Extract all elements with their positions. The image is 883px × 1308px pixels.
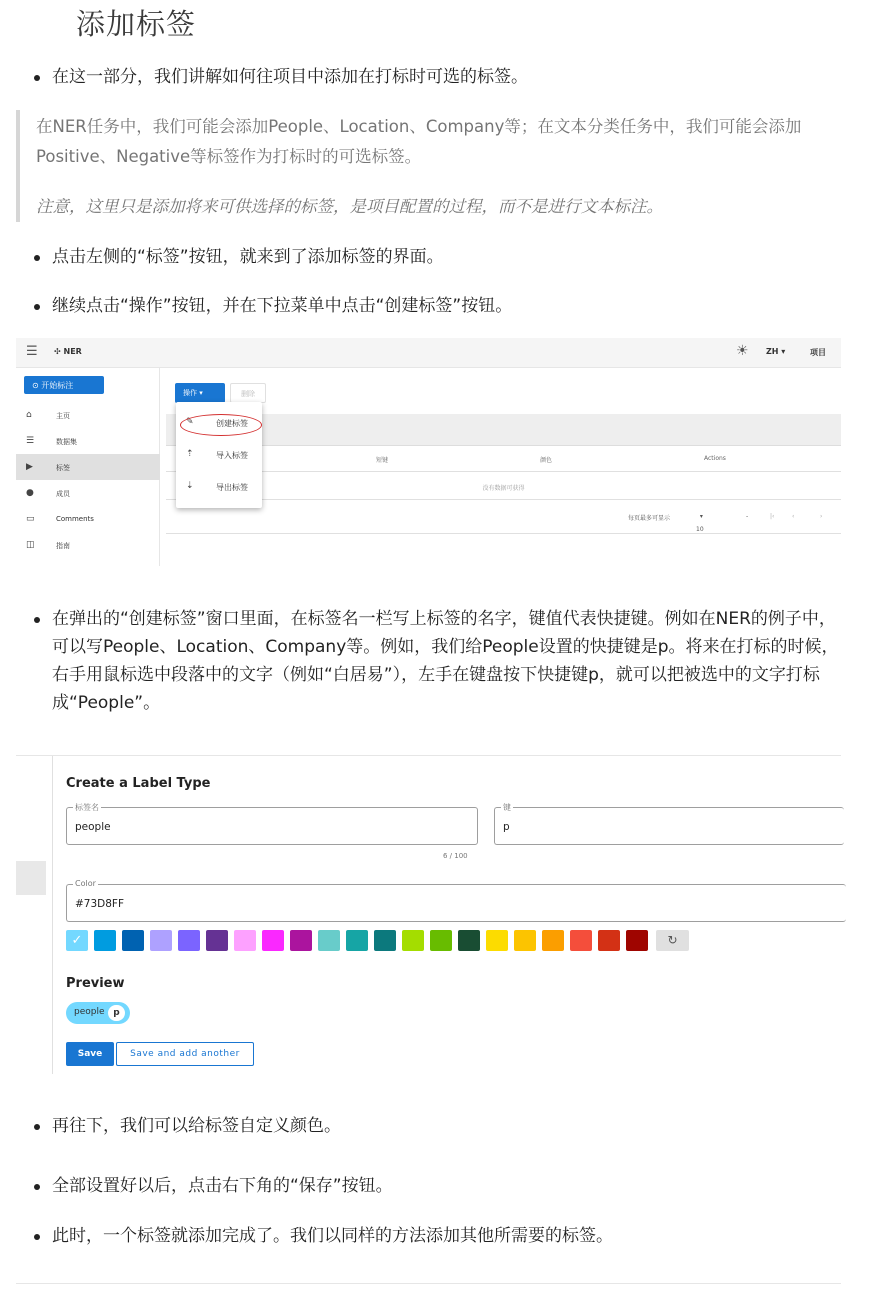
color-field[interactable]: Color #73D8FF	[66, 884, 846, 922]
download-icon: ⇣	[186, 481, 194, 491]
bullet-step-6: 此时，一个标签就添加完成了。我们以同样的方法添加其他所需要的标签。	[52, 1222, 613, 1250]
book-icon: ◫	[26, 540, 35, 550]
character-counter: 6 / 100	[443, 852, 468, 860]
app-logo[interactable]: ✣ NER	[54, 347, 82, 356]
color-swatch[interactable]	[626, 930, 648, 951]
bullet-step-1: 点击左侧的“标签”按钮，就来到了添加标签的界面。	[52, 243, 444, 271]
color-swatch[interactable]	[346, 930, 368, 951]
home-icon: ⌂	[26, 410, 32, 420]
refresh-icon[interactable]: ↻	[656, 930, 689, 951]
color-swatch[interactable]	[402, 930, 424, 951]
color-swatch[interactable]	[122, 930, 144, 951]
sidebar-item-guide[interactable]: ◫ 指南	[26, 540, 70, 550]
start-annotation-button[interactable]: ⊙ 开始标注	[24, 376, 104, 394]
color-swatch[interactable]	[262, 930, 284, 951]
save-button[interactable]: Save	[66, 1042, 114, 1066]
color-swatch[interactable]	[206, 930, 228, 951]
bullet-intro: 在这一部分，我们讲解如何往项目中添加在打标时可选的标签。	[52, 63, 528, 91]
color-swatch[interactable]	[290, 930, 312, 951]
color-swatch[interactable]	[570, 930, 592, 951]
quote-paragraph-1: 在NER任务中，我们可能会添加People、Location、Company等；在文本分类任务中，我们可能会添加Positive、Negative等标签作为打标时的可选标签。	[36, 117, 802, 166]
shortcut-key-field[interactable]: 键 p	[494, 807, 844, 845]
app-bar	[16, 338, 841, 368]
preview-chip: people p	[66, 1002, 130, 1024]
highlight-annotation	[180, 414, 262, 436]
person-icon: ●	[26, 488, 34, 498]
sidebar-item-comments[interactable]: ▭ Comments	[26, 514, 94, 524]
color-swatch[interactable]	[514, 930, 536, 951]
color-swatch[interactable]	[318, 930, 340, 951]
upload-icon: ⇡	[186, 449, 194, 459]
pencil-icon: ✎	[186, 417, 194, 427]
bullet-step-2: 继续点击“操作”按钮，并在下拉菜单中点击“创建标签”按钮。	[52, 292, 512, 320]
screenshot-label-list	[16, 338, 841, 566]
dialog-title: Create a Label Type	[66, 776, 211, 791]
color-swatch[interactable]	[374, 930, 396, 951]
sidebar	[16, 368, 160, 566]
next-page-icon[interactable]: ›	[820, 513, 823, 520]
bullet-step-4: 再往下，我们可以给标签自定义颜色。	[52, 1112, 341, 1140]
save-and-add-another-button[interactable]: Save and add another	[116, 1042, 254, 1066]
main-content	[166, 368, 841, 566]
sidebar-item-home[interactable]: ⌂ 主页	[26, 410, 70, 420]
database-icon: ☰	[26, 436, 35, 446]
table-header: 短键 颜色 Actions	[166, 446, 841, 472]
label-icon: ▶	[26, 462, 33, 472]
color-swatch[interactable]	[430, 930, 452, 951]
color-swatch[interactable]	[150, 930, 172, 951]
menu-icon[interactable]: ☰	[26, 344, 38, 359]
color-swatch[interactable]	[458, 930, 480, 951]
language-menu[interactable]: ZH ▾	[766, 347, 786, 356]
color-swatch[interactable]: ✓	[66, 930, 88, 951]
quote-paragraph-2: 注意，这里只是添加将来可供选择的标签，是项目配置的过程，而不是进行文本标注。	[36, 197, 663, 216]
bullet-step-3: 在弹出的“创建标签”窗口里面，在标签名一栏写上标签的名字，键值代表快捷键。例如在NER的例子中，可以写People、Location、Company等。例如，我们给People设置的快捷键是p。将来在打标的时候，右手用鼠标选中段落中的文字（例如“白居易”），左手在键盘按下快捷键p，就可以把被选中的文字打标成“People”。	[52, 605, 842, 717]
color-swatch[interactable]	[178, 930, 200, 951]
actions-button[interactable]: 操作 ▾	[175, 383, 225, 403]
color-swatch[interactable]	[234, 930, 256, 951]
delete-button[interactable]: 删除	[230, 383, 266, 403]
menu-item-import-labels[interactable]: ⇡ 导入标签	[186, 449, 248, 460]
screenshot-create-label-dialog	[16, 755, 841, 1073]
bullet-step-5: 全部设置好以后，点击右下角的“保存”按钮。	[52, 1172, 393, 1200]
page-heading: 添加标签	[76, 7, 197, 41]
sidebar-item-dataset[interactable]: ☰ 数据集	[26, 436, 77, 446]
color-swatch[interactable]	[94, 930, 116, 951]
color-swatch[interactable]	[542, 930, 564, 951]
label-name-field[interactable]: 标签名 people	[66, 807, 478, 845]
no-data-message: 没有数据可获得	[166, 472, 841, 500]
search-bar-area	[166, 414, 841, 446]
dialog-edge	[52, 756, 53, 1074]
color-swatch[interactable]	[598, 930, 620, 951]
first-page-icon[interactable]: |‹	[770, 513, 775, 520]
sidebar-item-members[interactable]: ● 成员	[26, 488, 70, 498]
prev-page-icon[interactable]: ‹	[792, 513, 795, 520]
color-swatch[interactable]	[486, 930, 508, 951]
projects-link[interactable]: 项目	[810, 348, 826, 357]
blockquote	[16, 110, 836, 222]
table-footer: 每页最多可显示 10 ▾ - |‹ ‹ ›	[166, 500, 841, 534]
sidebar-item-labels[interactable]: ▶ 标签	[16, 454, 160, 480]
comment-icon: ▭	[26, 514, 35, 524]
theme-icon[interactable]: ☀	[736, 343, 749, 359]
backdrop-fragment	[16, 861, 46, 895]
preview-title: Preview	[66, 976, 125, 991]
rows-per-page-select[interactable]: 10 ▾	[696, 513, 704, 533]
divider	[16, 1283, 841, 1284]
menu-item-create-label[interactable]: ✎ 创建标签	[186, 417, 248, 428]
menu-item-export-labels[interactable]: ⇣ 导出标签	[186, 481, 248, 492]
